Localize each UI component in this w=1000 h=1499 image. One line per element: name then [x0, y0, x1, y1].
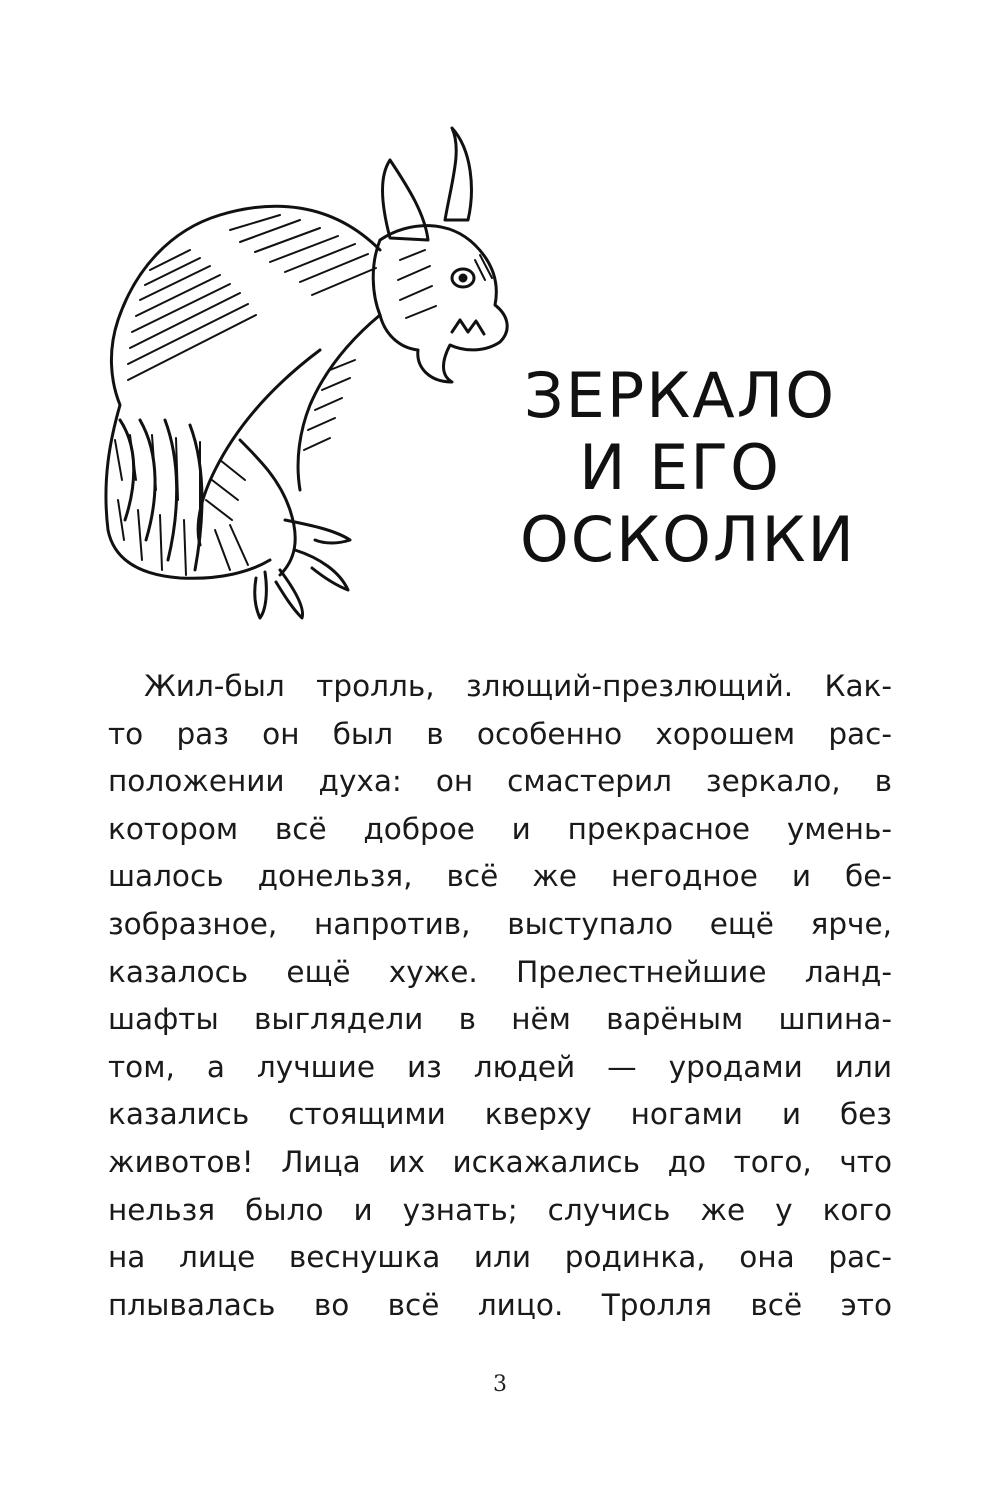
text-line: шалось донельзя, всё же негодное и бе-	[108, 859, 892, 894]
text-line: нельзя было и узнать; случись же у кого	[108, 1192, 892, 1227]
body-shape	[106, 206, 380, 578]
text-line: зобразное, напротив, выступало ещё ярче,	[108, 906, 892, 941]
gargoyle-troll-illustration	[80, 120, 520, 620]
text-line: Жил-был тролль, злющий-презлющий. Как-	[144, 669, 892, 703]
text-line: положении духа: он смастерил зеркало, в	[108, 764, 892, 799]
head-shape	[373, 226, 507, 382]
text-line: казалось ещё хуже. Прелестнейшие ланд-	[108, 954, 892, 989]
text-line: то раз он был в особенно хорошем рас-	[108, 716, 892, 751]
text-line: шафты выглядели в нём варёным шпина-	[108, 1002, 892, 1037]
text-line: животов! Лица их искажались до того, что	[108, 1144, 892, 1179]
chapter-title-line: ОСКОЛКИ	[520, 503, 856, 576]
text-line: плывалась во всё лицо. Тролля всё это	[108, 1287, 892, 1322]
chapter-title-line: И ЕГО	[579, 431, 781, 504]
chapter-title-line: ЗЕРКАЛО	[523, 359, 837, 432]
text-line: казались стоящими кверху ногами и без	[108, 1097, 892, 1132]
arm-shape	[198, 350, 320, 545]
horn-shape	[445, 128, 471, 220]
page-number: 3	[493, 1372, 507, 1397]
text-line: котором всё доброе и прекрасное умень-	[108, 811, 892, 846]
body-text	[108, 663, 892, 1329]
chapter-title	[520, 359, 856, 576]
text-line: том, а лучшие из людей — уродами или	[108, 1049, 892, 1084]
text-line: на лице веснушка или родинка, она рас-	[108, 1240, 892, 1275]
